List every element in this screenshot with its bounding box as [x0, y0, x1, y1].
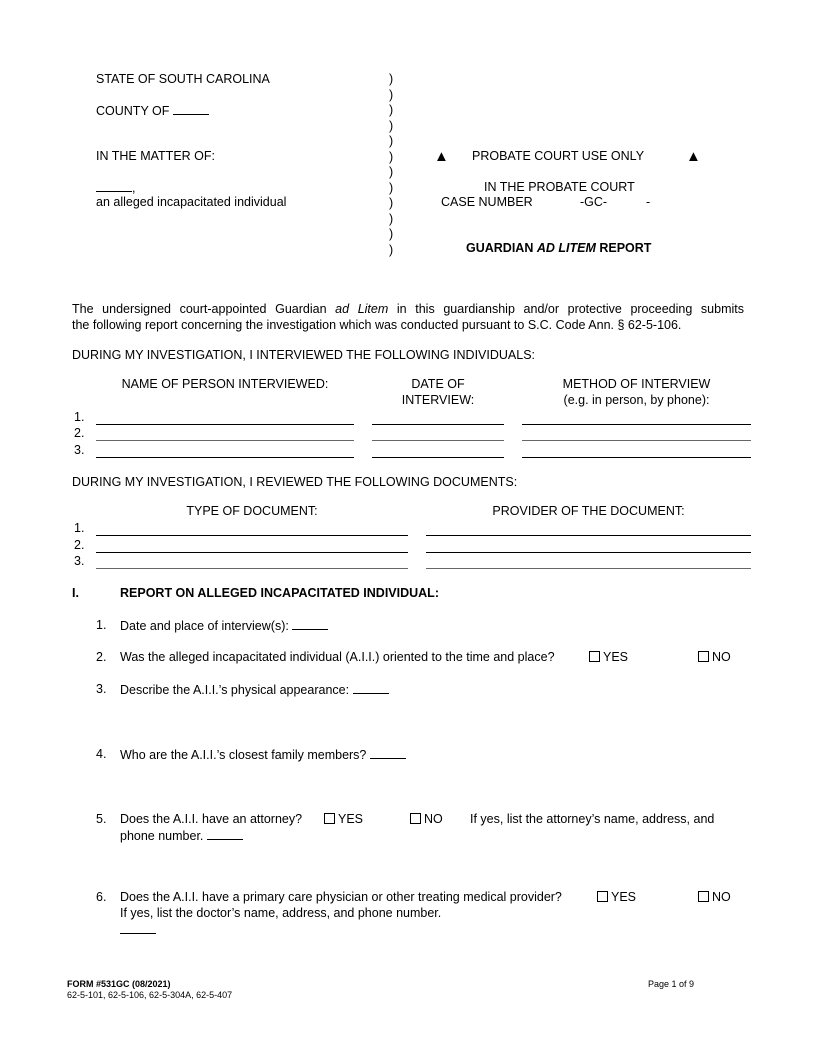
paren: ): [389, 72, 394, 86]
intro-line-1: [72, 302, 744, 316]
intro-post: in this guardianship and/or protective proceeding submits: [388, 302, 744, 316]
q5-no-label: NO: [424, 812, 443, 826]
q2-text: Was the alleged incapacitated individual (A.I.I.) oriented to the time and place?: [120, 650, 555, 664]
q2-no-option[interactable]: [698, 650, 731, 664]
party-description: an alleged incapacitated individual: [96, 195, 287, 209]
paren: ): [389, 165, 394, 179]
q5-if-yes: If yes, list the attorney’s name, address, and: [470, 812, 715, 826]
case-number-end[interactable]: -: [646, 195, 651, 209]
interview-method-line[interactable]: [522, 457, 751, 458]
q1-text: Date and place of interview(s):: [120, 619, 289, 633]
intro-line-2: the following report concerning the investigation which was conducted pursuant to S.C. Code Ann. § 62-5-106.: [72, 318, 682, 332]
interview-row-num: 2.: [74, 426, 85, 440]
footer-page-number: Page 1 of 9: [648, 979, 695, 989]
q2-no-label: NO: [712, 650, 731, 664]
footer-code-refs: 62-5-101, 62-5-106, 62-5-304A, 62-5-407: [67, 990, 233, 1000]
q2-yes-option[interactable]: [589, 650, 628, 664]
document-row-num: 1.: [74, 521, 85, 535]
report-title-italic: AD LITEM: [536, 241, 596, 255]
interview-method-line[interactable]: [522, 440, 751, 441]
documents-heading: DURING MY INVESTIGATION, I REVIEWED THE FOLLOWING DOCUMENTS:: [72, 475, 518, 489]
q6-yes-checkbox[interactable]: [597, 891, 608, 902]
q5-text: Does the A.I.I. have an attorney?: [120, 812, 303, 826]
q2-yes-label: YES: [603, 650, 629, 664]
q1-number: 1.: [96, 618, 107, 632]
q6-text: Does the A.I.I. have a primary care physician or other treating medical provider?: [120, 890, 562, 904]
q6-line-2: If yes, list the doctor’s name, address, and phone number.: [120, 906, 442, 920]
document-provider-line[interactable]: [426, 568, 751, 569]
document-provider-line[interactable]: [426, 535, 751, 536]
q6-answer-blank[interactable]: [120, 922, 156, 934]
q6-yes-label: YES: [611, 890, 637, 904]
q6-no-checkbox[interactable]: [698, 891, 709, 902]
intro-italic: ad Litem: [335, 302, 389, 316]
case-number-label: CASE NUMBER: [441, 195, 533, 209]
paren: ): [389, 227, 394, 241]
case-number-mid[interactable]: -GC-: [580, 195, 608, 209]
interview-date-line[interactable]: [372, 440, 504, 441]
q2-number: 2.: [96, 650, 107, 664]
in-probate-court: IN THE PROBATE COURT: [484, 180, 635, 194]
q5-yes-option[interactable]: [324, 812, 363, 826]
interview-date-line[interactable]: [372, 457, 504, 458]
court-use-only: PROBATE COURT USE ONLY: [472, 149, 645, 163]
paren: ): [389, 87, 394, 102]
county-label: COUNTY OF: [96, 104, 170, 118]
triangle-right-icon: ▲: [686, 148, 701, 165]
county-blank[interactable]: [173, 103, 209, 115]
state-line: STATE OF SOUTH CAROLINA: [96, 72, 270, 86]
county-line: [96, 103, 209, 118]
q5-line-2: [120, 828, 243, 843]
q5-yes-label: YES: [338, 812, 364, 826]
triangle-left-icon: ▲: [434, 148, 449, 165]
interview-date-line[interactable]: [372, 424, 504, 425]
q2-no-checkbox[interactable]: [698, 651, 709, 662]
interview-name-line[interactable]: [96, 424, 354, 425]
party-comma: ,: [132, 181, 136, 195]
q3-number: 3.: [96, 682, 107, 696]
document-type-line[interactable]: [96, 552, 408, 553]
q5-no-option[interactable]: [410, 812, 443, 826]
interview-name-line[interactable]: [96, 457, 354, 458]
paren: ): [389, 149, 394, 164]
q5-number: 5.: [96, 812, 107, 826]
col-name-header: NAME OF PERSON INTERVIEWED:: [121, 377, 329, 391]
paren: ): [389, 118, 394, 133]
party-name-blank[interactable]: [96, 180, 132, 192]
q6-answer-line: [120, 922, 156, 937]
q3-text: Describe the A.I.I.’s physical appearance:: [120, 683, 350, 697]
document-row-num: 2.: [74, 538, 85, 552]
footer-form-number: FORM #531GC (08/2021): [67, 979, 171, 989]
col-method-header-2: (e.g. in person, by phone):: [563, 393, 710, 407]
q1-line: [120, 618, 328, 633]
q6-number: 6.: [96, 890, 107, 904]
section-number: I.: [72, 586, 79, 600]
paren: ): [389, 211, 394, 226]
interview-method-line[interactable]: [522, 424, 751, 425]
q2-yes-checkbox[interactable]: [589, 651, 600, 662]
paren: ): [389, 196, 394, 210]
interview-row-num: 1.: [74, 410, 85, 424]
q3-answer-blank[interactable]: [353, 682, 389, 694]
col-date-header-1: DATE OF: [411, 377, 465, 391]
report-title-pre: GUARDIAN: [466, 241, 537, 255]
q4-line: [120, 747, 406, 762]
paren: ): [389, 134, 394, 148]
paren: ): [389, 180, 394, 195]
q4-text: Who are the A.I.I.’s closest family members?: [120, 748, 367, 762]
matter-label: IN THE MATTER OF:: [96, 149, 215, 163]
interview-row-num: 3.: [74, 443, 85, 457]
col-method-header-1: METHOD OF INTERVIEW: [562, 377, 711, 391]
q4-number: 4.: [96, 747, 107, 761]
col-type-header: TYPE OF DOCUMENT:: [186, 504, 318, 518]
q6-yes-option[interactable]: [597, 890, 636, 904]
q5-no-checkbox[interactable]: [410, 813, 421, 824]
q5-phone-text: phone number.: [120, 829, 204, 843]
interview-name-line[interactable]: [96, 440, 354, 441]
document-type-line[interactable]: [96, 535, 408, 536]
document-row-num: 3.: [74, 554, 85, 568]
q5-answer-blank[interactable]: [207, 828, 243, 840]
q4-answer-blank[interactable]: [370, 747, 406, 759]
intro-pre: The undersigned court-appointed Guardian: [72, 302, 336, 316]
col-date-header-2: INTERVIEW:: [401, 393, 475, 407]
caption-parens: [389, 72, 393, 258]
paren: ): [389, 103, 394, 117]
section-title: REPORT ON ALLEGED INCAPACITATED INDIVIDUAL:: [120, 586, 439, 600]
report-title-post: REPORT: [595, 241, 652, 255]
paren: ): [389, 242, 394, 257]
party-name-line: [96, 180, 135, 195]
document-type-line[interactable]: [96, 568, 408, 569]
q3-line: [120, 682, 389, 697]
q6-no-label: NO: [712, 890, 731, 904]
interviews-heading: DURING MY INVESTIGATION, I INTERVIEWED THE FOLLOWING INDIVIDUALS:: [72, 348, 536, 362]
q6-no-option[interactable]: [698, 890, 731, 904]
report-title: [466, 241, 651, 255]
col-provider-header: PROVIDER OF THE DOCUMENT:: [492, 504, 685, 518]
q1-answer-blank[interactable]: [292, 618, 328, 630]
document-provider-line[interactable]: [426, 552, 751, 553]
q5-yes-checkbox[interactable]: [324, 813, 335, 824]
